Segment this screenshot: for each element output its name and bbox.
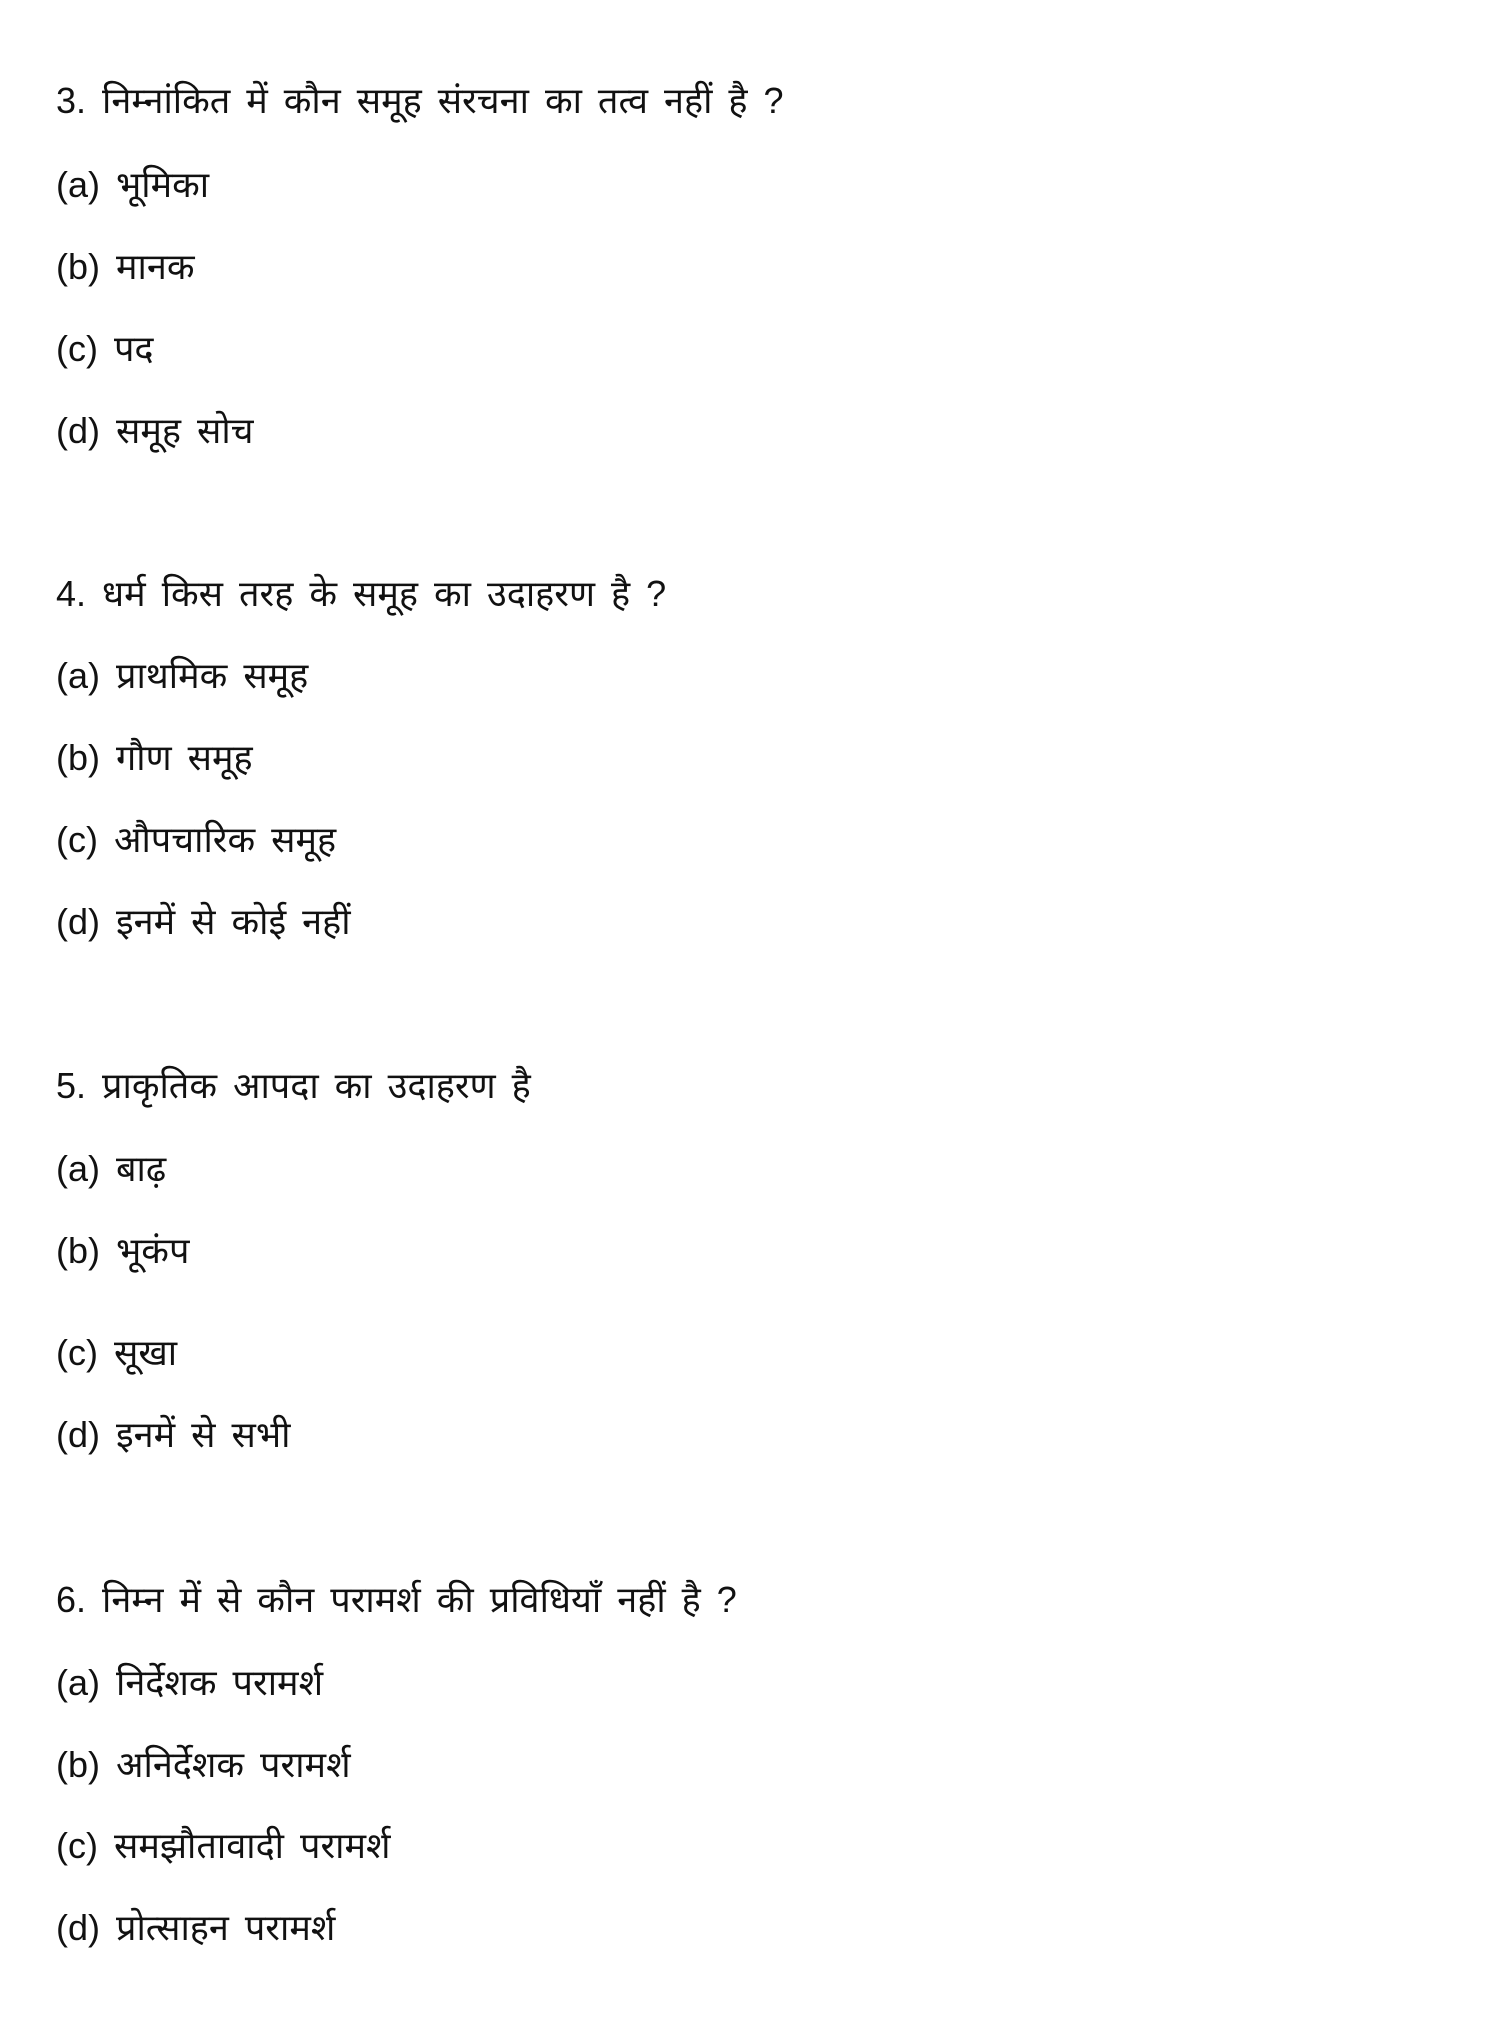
option-c: (c) समझौतावादी परामर्श <box>56 1825 391 1866</box>
option-b: (b) भूकंप <box>56 1230 190 1271</box>
option-a: (a) प्राथमिक समूह <box>56 655 309 696</box>
option-d: (d) इनमें से सभी <box>56 1414 291 1455</box>
option-b: (b) गौण समूह <box>56 737 253 778</box>
option-a: (a) भूमिका <box>56 164 210 205</box>
question-text: 4. धर्म किस तरह के समूह का उदाहरण है ? <box>56 573 667 614</box>
option-d: (d) प्रोत्साहन परामर्श <box>56 1907 336 1948</box>
option-a: (a) निर्देशक परामर्श <box>56 1662 324 1703</box>
question-text: 6. निम्न में से कौन परामर्श की प्रविधियाँ नहीं है ? <box>56 1579 737 1620</box>
question-text: 3. निम्नांकित में कौन समूह संरचना का तत्व नहीं है ? <box>56 80 784 121</box>
option-b: (b) अनिर्देशक परामर्श <box>56 1744 351 1785</box>
option-d: (d) समूह सोच <box>56 410 254 451</box>
option-b: (b) मानक <box>56 246 195 287</box>
option-c: (c) पद <box>56 328 154 369</box>
question-text: 5. प्राकृतिक आपदा का उदाहरण है <box>56 1065 531 1106</box>
option-a: (a) बाढ़ <box>56 1148 167 1189</box>
option-d: (d) इनमें से कोई नहीं <box>56 901 351 942</box>
option-c: (c) सूखा <box>56 1332 178 1373</box>
option-c: (c) औपचारिक समूह <box>56 819 337 860</box>
